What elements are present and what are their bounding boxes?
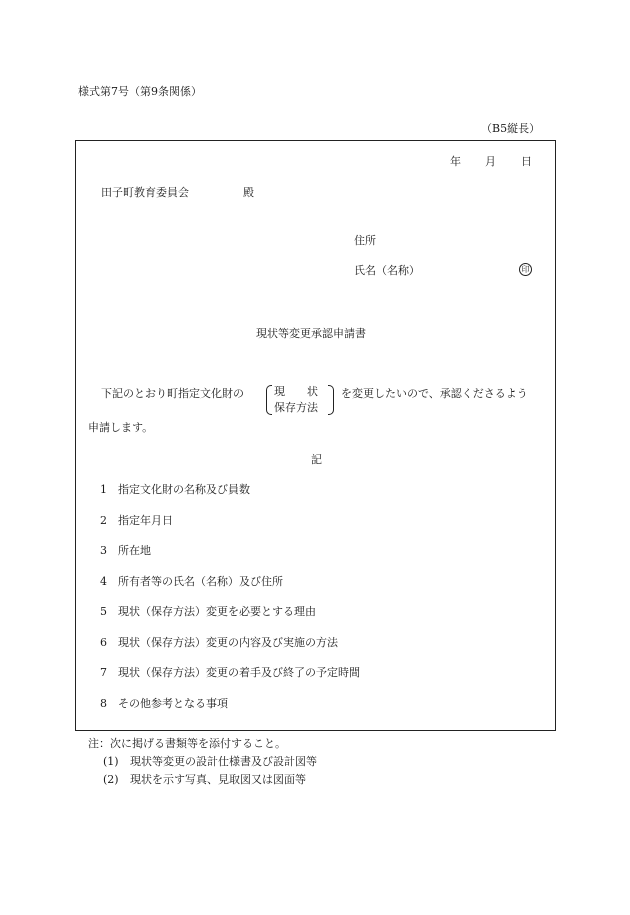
brace-left [266,385,272,415]
item-number: 1 [100,483,107,496]
item-text: 現状（保存方法）変更の着手及び終了の予定時間 [118,666,360,679]
item-text: その他参考となる事項 [118,697,228,710]
item-number: 4 [100,575,107,588]
address-label: 住所 [354,234,376,247]
item-number: 3 [100,544,107,557]
note-number: (2) [103,773,119,786]
body-line-2: 申請します。 [88,421,154,434]
document-title: 現状等変更承認申請書 [256,327,366,340]
seal-mark: 印 [519,263,532,276]
item-number: 7 [100,666,107,679]
note-text: 現状等変更の設計仕様書及び設計図等 [130,755,317,768]
brace-right [328,385,334,415]
item-text: 指定年月日 [118,514,173,527]
item-text: 指定文化財の名称及び員数 [118,483,250,496]
ki-heading: 記 [311,453,322,466]
option-preservation-method: 保存方法 [274,401,318,414]
item-number: 6 [100,636,107,649]
item-text: 所在地 [118,544,151,557]
date-month-label: 月 [485,155,496,168]
name-label: 氏名（名称） [354,264,420,277]
item-number: 2 [100,514,107,527]
addressee-name: 田子町教育委員会 [101,186,189,199]
date-year-label: 年 [450,155,461,168]
addressee-honorific: 殿 [243,186,254,199]
item-number: 5 [100,605,107,618]
date-day-label: 日 [521,155,532,168]
body-suffix: を変更したいので、承認くださるよう [341,387,528,400]
item-text: 現状（保存方法）変更を必要とする理由 [118,605,316,618]
body-prefix: 下記のとおり町指定文化財の [101,387,244,400]
item-text: 所有者等の氏名（名称）及び住所 [118,575,283,588]
paper-size-note: （B5縦長） [481,122,541,135]
item-number: 8 [100,697,107,710]
notes-heading: 注：次に掲げる書類等を添付すること。 [88,737,286,750]
item-text: 現状（保存方法）変更の内容及び実施の方法 [118,636,338,649]
note-number: (1) [103,755,119,768]
form-number: 様式第7号（第9条関係） [78,85,202,98]
note-text: 現状を示す写真、見取図又は図面等 [130,773,306,786]
option-status: 現 状 [274,385,318,398]
